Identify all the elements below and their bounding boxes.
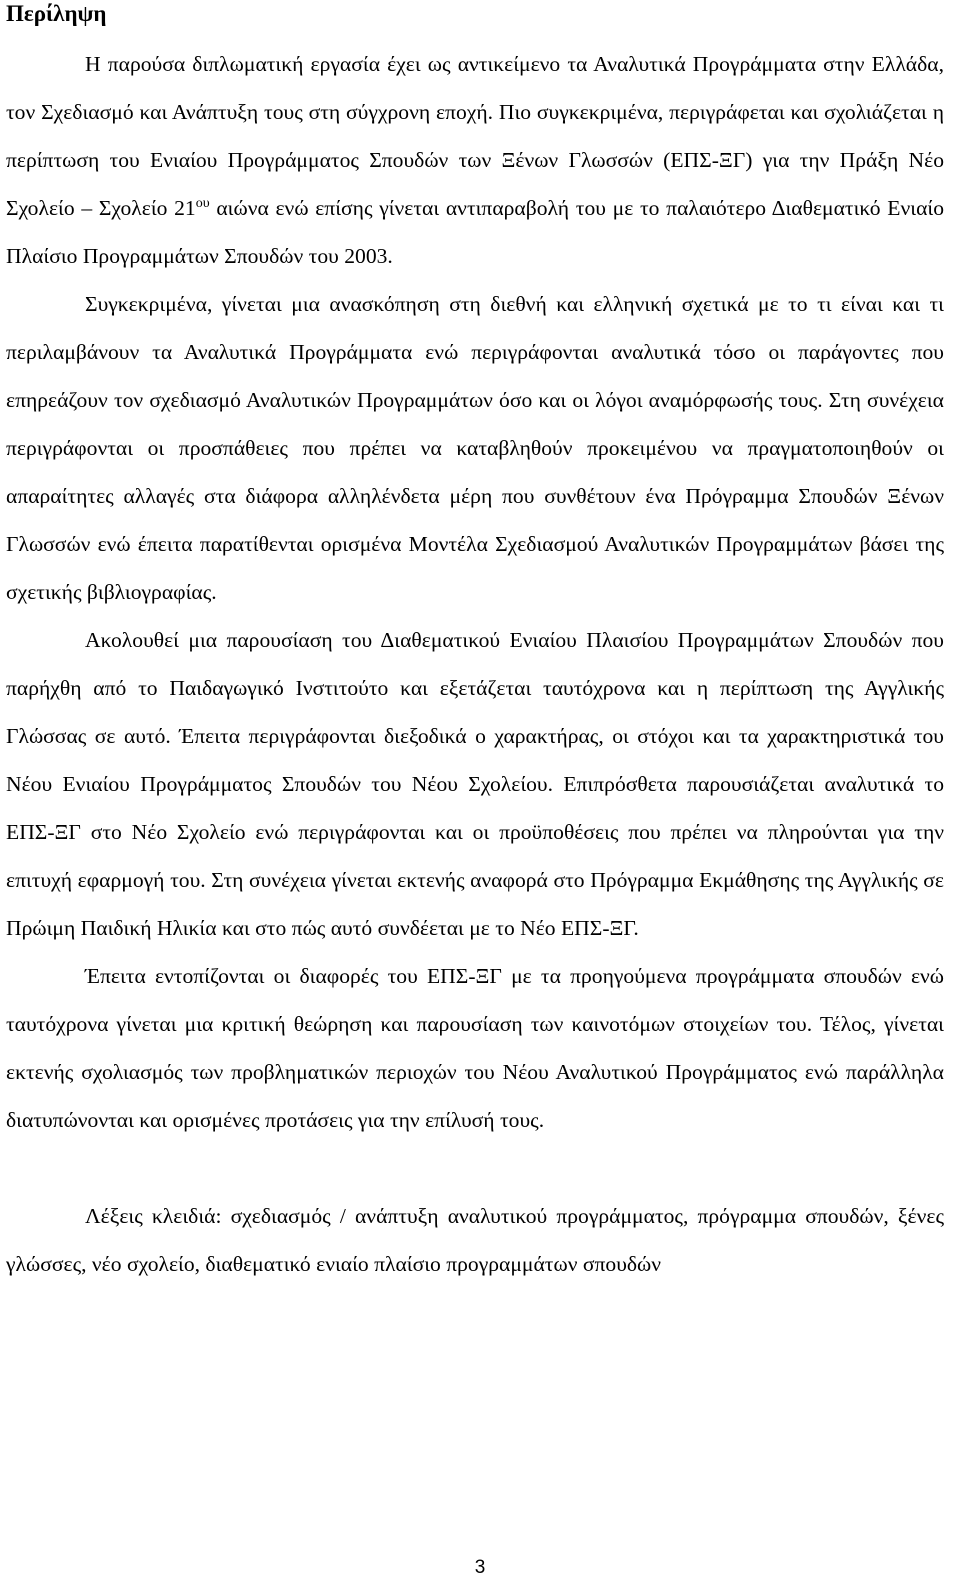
- paragraph-1-text-b: αιώνα ενώ επίσης γίνεται αντιπαραβολή του με το παλαιότερο Διαθεματικό Ενιαίο Πλαίσιο Προγραμμάτων Σπουδών του 2003.: [6, 196, 944, 268]
- document-page: [6, 0, 944, 1288]
- abstract-paragraph-3: Ακολουθεί μια παρουσίαση του Διαθεματικού Ενιαίου Πλαισίου Προγραμμάτων Σπουδών που παρήχθη από το Παιδαγωγικό Ινστιτούτο και εξετάζεται ταυτόχρονα και η περίπτωση της Αγγλικής Γλώσσας σε αυτό. Έπειτα περιγράφονται διεξοδικά ο χαρακτήρας, οι στόχοι και τα χαρακτηριστικά του Νέου Ενιαίου Προγράμματος Σπουδών του Νέου Σχολείου. Επιπρόσθετα παρουσιάζεται αναλυτικά το ΕΠΣ-ΞΓ στο Νέο Σχολείο ενώ περιγράφονται και οι προϋποθέσεις που πρέπει να πληρούνται για την επιτυχή εφαρμογή του. Στη συνέχεια γίνεται εκτενής αναφορά στο Πρόγραμμα Εκμάθησης της Αγγλικής σε Πρώιμη Παιδική Ηλικία και στο πώς αυτό συνδέεται με το Νέο ΕΠΣ-ΞΓ.: [6, 628, 944, 940]
- abstract-paragraph-4: Έπειτα εντοπίζονται οι διαφορές του ΕΠΣ-ΞΓ με τα προηγούμενα προγράμματα σπουδών ενώ ταυτόχρονα γίνεται μια κριτική θεώρηση και παρουσίαση των καινοτόμων στοιχείων του. Τέλος, γίνεται εκτενής σχολιασμός των προβληματικών περιοχών του Νέου Αναλυτικού Προγράμματος ενώ παράλληλα διατυπώνονται και ορισμένες προτάσεις για την επίλυσή τους.: [6, 964, 944, 1132]
- abstract-heading: Περίληψη: [6, 1, 107, 26]
- abstract-paragraph-1: [6, 40, 944, 280]
- paragraph-1-text-a: Η παρούσα διπλωματική εργασία έχει ως αντικείμενο τα Αναλυτικά Προγράμματα στην Ελλάδα, τον Σχεδιασμό και Ανάπτυξη τους στη σύγχρονη εποχή. Πιο συγκεκριμένα, περιγράφεται και σχολιάζεται η περίπτωση του Ενιαίου Προγράμματος Σπουδών των Ξένων Γλωσσών (ΕΠΣ-ΞΓ) για την Πράξη Νέο Σχολείο – Σχολείο 21: [6, 52, 944, 220]
- century-superscript: ου: [195, 196, 210, 211]
- keywords-paragraph: Λέξεις κλειδιά: σχεδιασμός / ανάπτυξη αναλυτικού προγράμματος, πρόγραμμα σπουδών, ξένες γλώσσες, νέο σχολείο, διαθεματικό ενιαίο πλαίσιο προγραμμάτων σπουδών: [6, 1204, 944, 1276]
- abstract-paragraph-2: Συγκεκριμένα, γίνεται μια ανασκόπηση στη διεθνή και ελληνική σχετικά με το τι είναι και τι περιλαμβάνουν τα Αναλυτικά Προγράμματα ενώ περιγράφονται αναλυτικά τόσο οι παράγοντες που επηρεάζουν τον σχεδιασμό Αναλυτικών Προγραμμάτων όσο και οι λόγοι αναμόρφωσής τους. Στη συνέχεια περιγράφονται οι προσπάθειες που πρέπει να καταβληθούν προκειμένου να πραγματοποιηθούν οι απαραίτητες αλλαγές στα διάφορα αλληλένδετα μέρη που συνθέτουν ένα Πρόγραμμα Σπουδών Ξένων Γλωσσών ενώ έπειτα παρατίθενται ορισμένα Μοντέλα Σχεδιασμού Αναλυτικών Προγραμμάτων βάσει της σχετικής βιβλιογραφίας.: [6, 292, 944, 604]
- page-number: 3: [474, 1557, 486, 1578]
